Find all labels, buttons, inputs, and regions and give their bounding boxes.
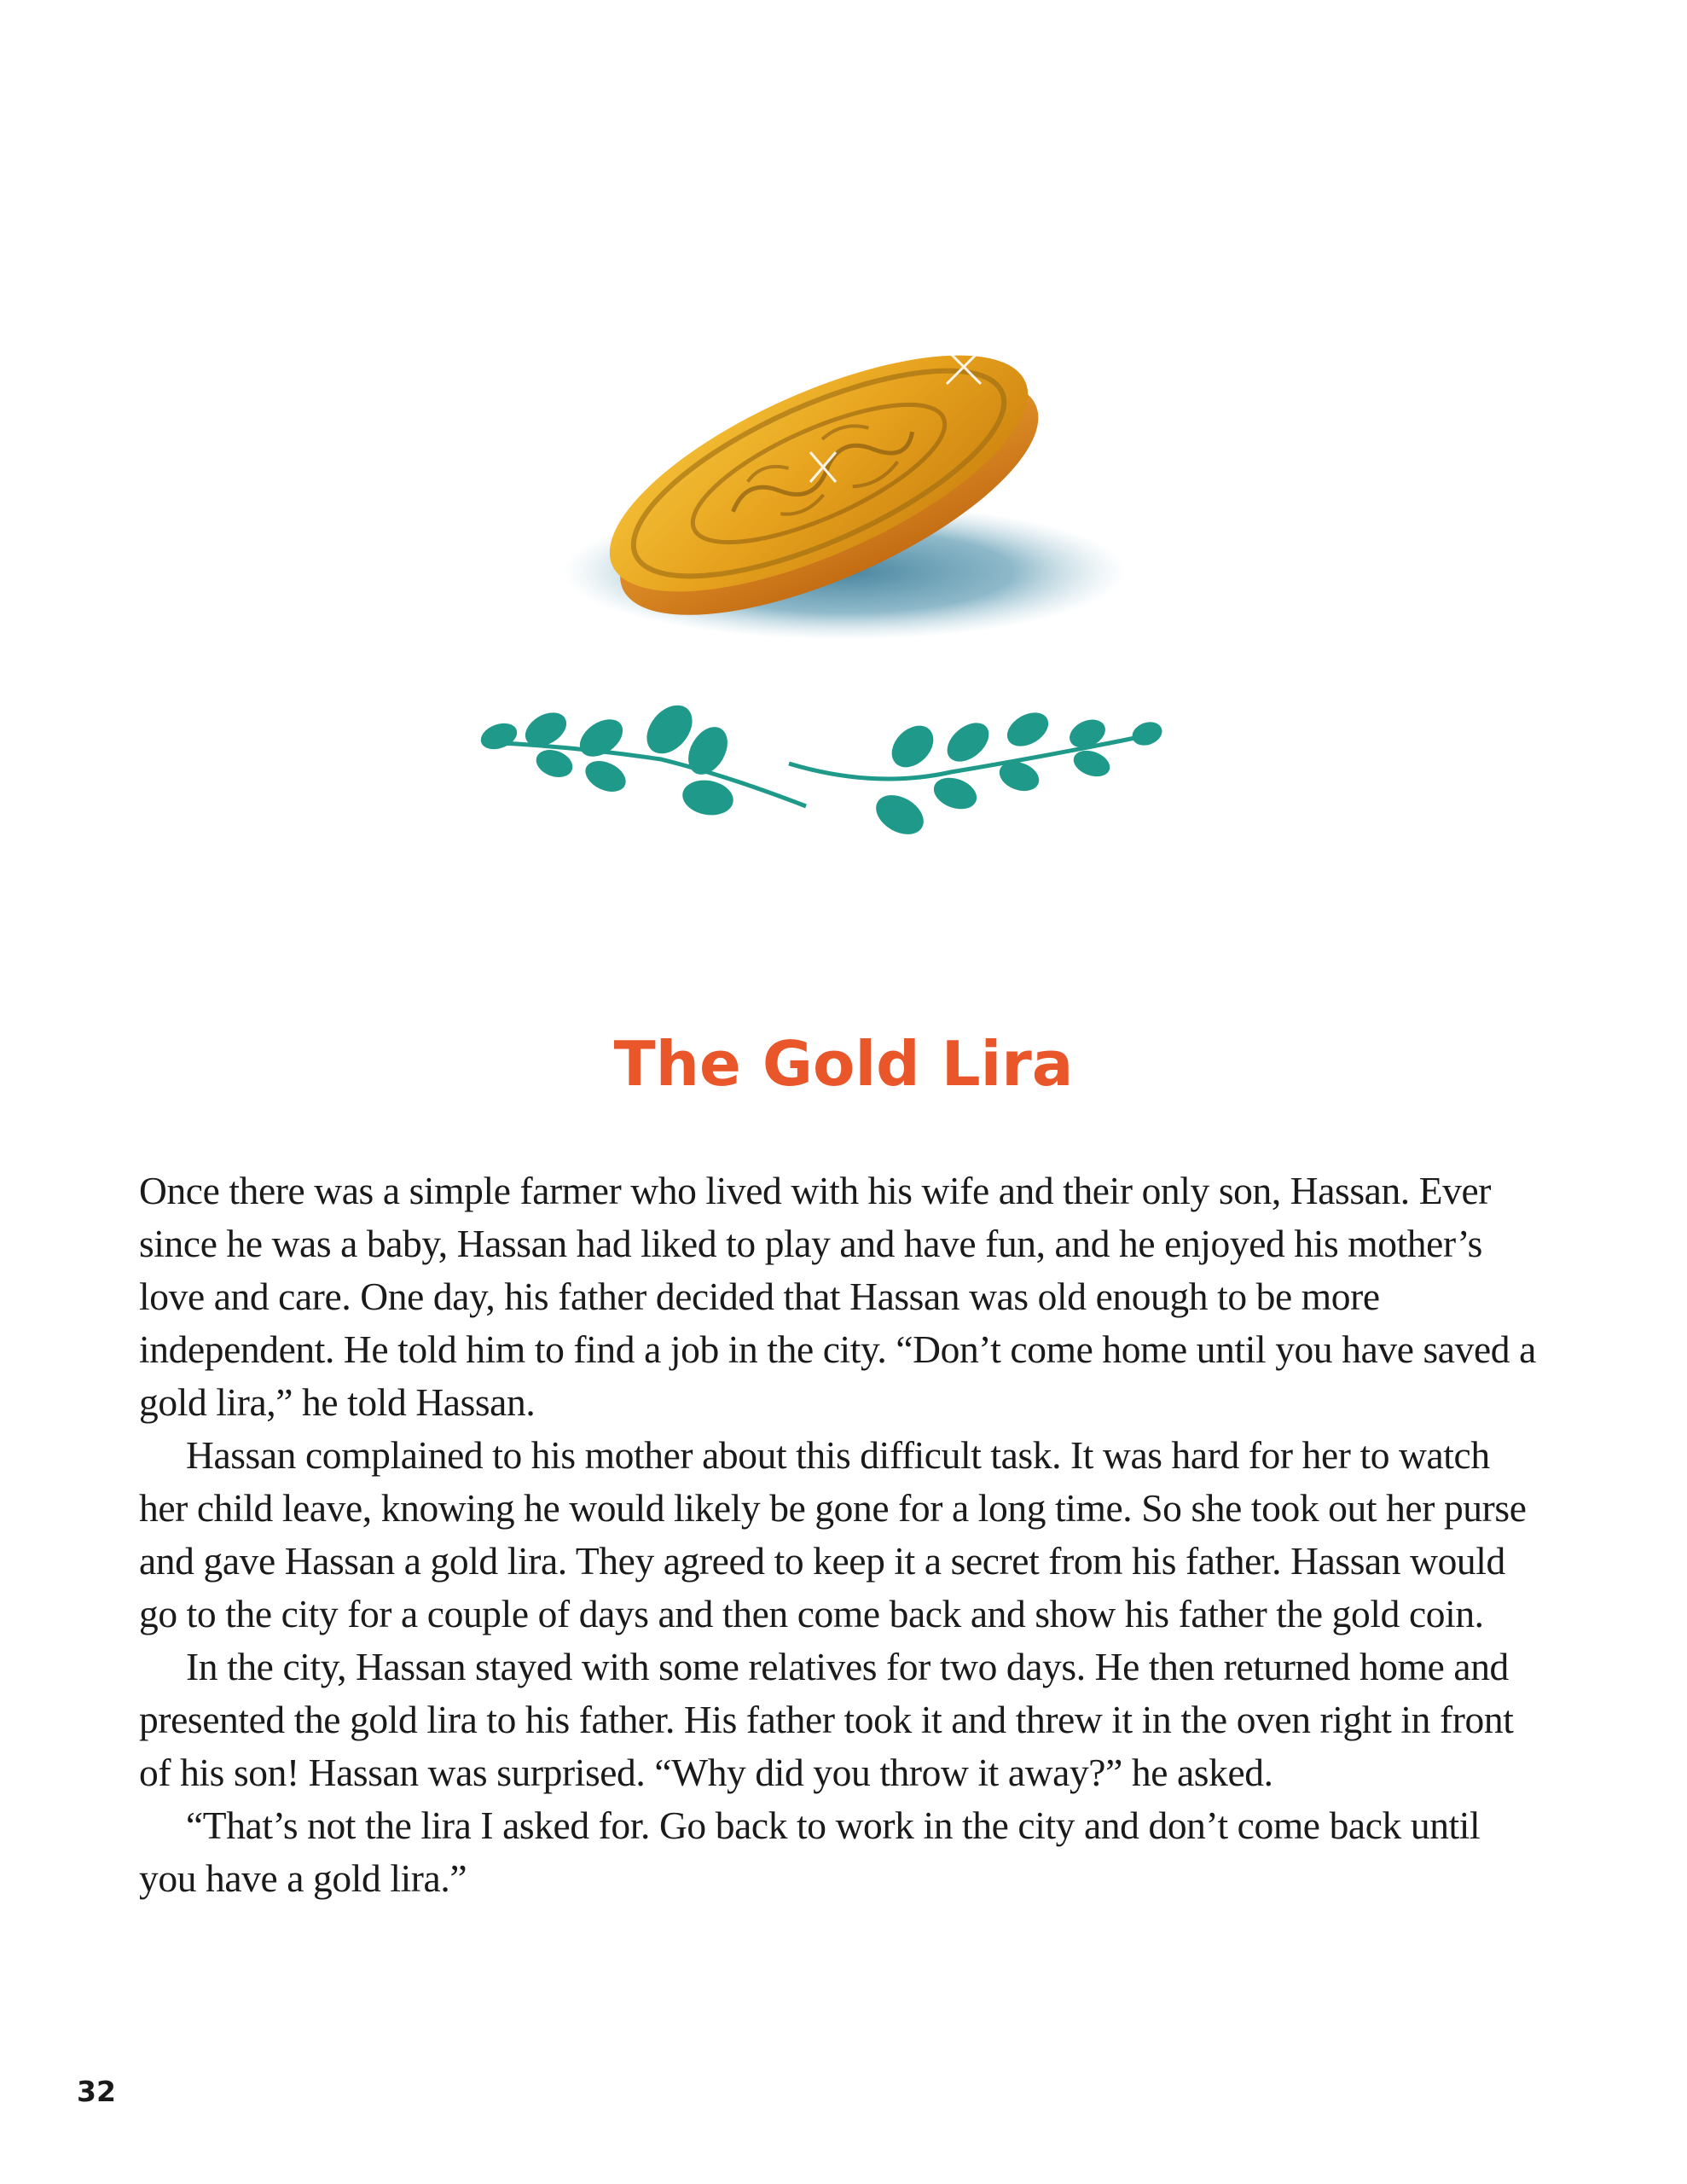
gold-coin-icon	[478, 324, 1194, 700]
leaf-vine-ornament	[473, 695, 1173, 845]
story-paragraph: In the city, Hassan stayed with some relatives for two days. He then returned home and presented the gold lira to his father. His father took it and threw it in the oven right in front of his son! Hassan was surprised. “Why did you throw it away?” he asked.	[139, 1645, 1514, 1794]
story-body	[139, 1165, 1546, 1905]
page-number: 32	[77, 2075, 116, 2108]
story-paragraph: Once there was a simple farmer who lived with his wife and their only son, Hassan. Ever since he was a baby, Hassan had liked to play and have fun, and he enjoyed his mother’s love and care. One day, his father decided that Hassan was old enough to be more independent. He told him to find a job in the city. “Don’t come home until you have saved a gold lira,” he told Hassan.	[139, 1169, 1536, 1424]
story-paragraph: “That’s not the lira I asked for. Go back to work in the city and don’t come back until you have a gold lira.”	[139, 1804, 1481, 1900]
gold-coin-illustration	[478, 324, 1194, 700]
story-title: The Gold Lira	[613, 1028, 1074, 1100]
story-paragraph: Hassan complained to his mother about this difficult task. It was hard for her to watch her child leave, knowing he would likely be gone for a long time. So she took out her purse and gave Hassan a gold lira. They agreed to keep it a secret from his father. Hassan would go to the city for a couple of days and then come back and show his father the gold coin.	[139, 1433, 1527, 1635]
leaf-vine-icon	[473, 695, 1173, 845]
